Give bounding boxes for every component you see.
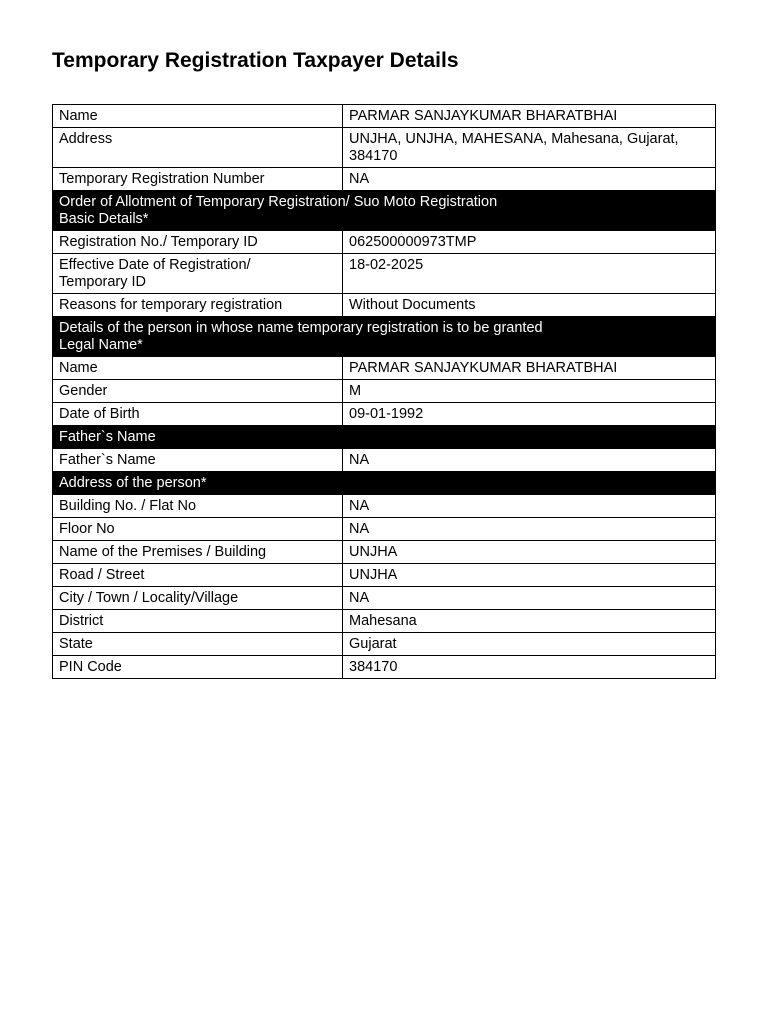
table-row — [53, 449, 716, 472]
section-header-father — [53, 426, 716, 449]
gender-label: Gender — [53, 380, 343, 403]
name-label: Name — [53, 105, 343, 128]
premises-label: Name of the Premises / Building — [53, 541, 343, 564]
building-label: Building No. / Flat No — [53, 495, 343, 518]
table-row — [53, 168, 716, 191]
legal-name-heading: Legal Name* — [59, 337, 143, 353]
table-row — [53, 380, 716, 403]
name-value: PARMAR SANJAYKUMAR BHARATBHAI — [343, 105, 716, 128]
table-row — [53, 254, 716, 294]
pin-value: 384170 — [343, 656, 716, 679]
table-row — [53, 541, 716, 564]
city-value: NA — [343, 587, 716, 610]
allotment-heading: Order of Allotment of Temporary Registration/ Suo Moto Registration — [59, 194, 498, 210]
state-value: Gujarat — [343, 633, 716, 656]
table-row — [53, 610, 716, 633]
table-row — [53, 357, 716, 380]
person-name-value: PARMAR SANJAYKUMAR BHARATBHAI — [343, 357, 716, 380]
person-name-label: Name — [53, 357, 343, 380]
father-heading: Father`s Name — [53, 426, 716, 449]
state-label: State — [53, 633, 343, 656]
trn-label: Temporary Registration Number — [53, 168, 343, 191]
section-header-cell — [53, 317, 716, 357]
table-row — [53, 633, 716, 656]
table-row — [53, 294, 716, 317]
address-value: UNJHA, UNJHA, MAHESANA, Mahesana, Gujarat, 384170 — [343, 128, 716, 168]
district-value: Mahesana — [343, 610, 716, 633]
effective-date-label-line1: Effective Date of Registration/ — [59, 257, 251, 273]
reasons-label: Reasons for temporary registration — [53, 294, 343, 317]
table-row — [53, 403, 716, 426]
premises-value: UNJHA — [343, 541, 716, 564]
father-name-value: NA — [343, 449, 716, 472]
table-row — [53, 495, 716, 518]
reasons-value: Without Documents — [343, 294, 716, 317]
effective-date-label — [53, 254, 343, 294]
road-value: UNJHA — [343, 564, 716, 587]
gender-value: M — [343, 380, 716, 403]
section-header-allotment — [53, 191, 716, 231]
city-label: City / Town / Locality/Village — [53, 587, 343, 610]
table-row — [53, 518, 716, 541]
section-header-cell — [53, 191, 716, 231]
table-row — [53, 587, 716, 610]
floor-label: Floor No — [53, 518, 343, 541]
district-label: District — [53, 610, 343, 633]
address-label: Address — [53, 128, 343, 168]
road-label: Road / Street — [53, 564, 343, 587]
reg-no-label: Registration No./ Temporary ID — [53, 231, 343, 254]
effective-date-value: 18-02-2025 — [343, 254, 716, 294]
dob-value: 09-01-1992 — [343, 403, 716, 426]
address-heading: Address of the person* — [53, 472, 716, 495]
table-row — [53, 656, 716, 679]
reg-no-value: 062500000973TMP — [343, 231, 716, 254]
basic-details-heading: Basic Details* — [59, 211, 149, 227]
pin-label: PIN Code — [53, 656, 343, 679]
floor-value: NA — [343, 518, 716, 541]
table-row — [53, 564, 716, 587]
father-name-label: Father`s Name — [53, 449, 343, 472]
taxpayer-details-table — [52, 104, 716, 679]
building-value: NA — [343, 495, 716, 518]
section-header-person — [53, 317, 716, 357]
table-row — [53, 231, 716, 254]
dob-label: Date of Birth — [53, 403, 343, 426]
table-row — [53, 128, 716, 168]
trn-value: NA — [343, 168, 716, 191]
page-title: Temporary Registration Taxpayer Details — [52, 49, 459, 72]
effective-date-label-line2: Temporary ID — [59, 274, 147, 290]
section-header-address — [53, 472, 716, 495]
person-details-heading: Details of the person in whose name temporary registration is to be granted — [59, 320, 543, 336]
table-row — [53, 105, 716, 128]
